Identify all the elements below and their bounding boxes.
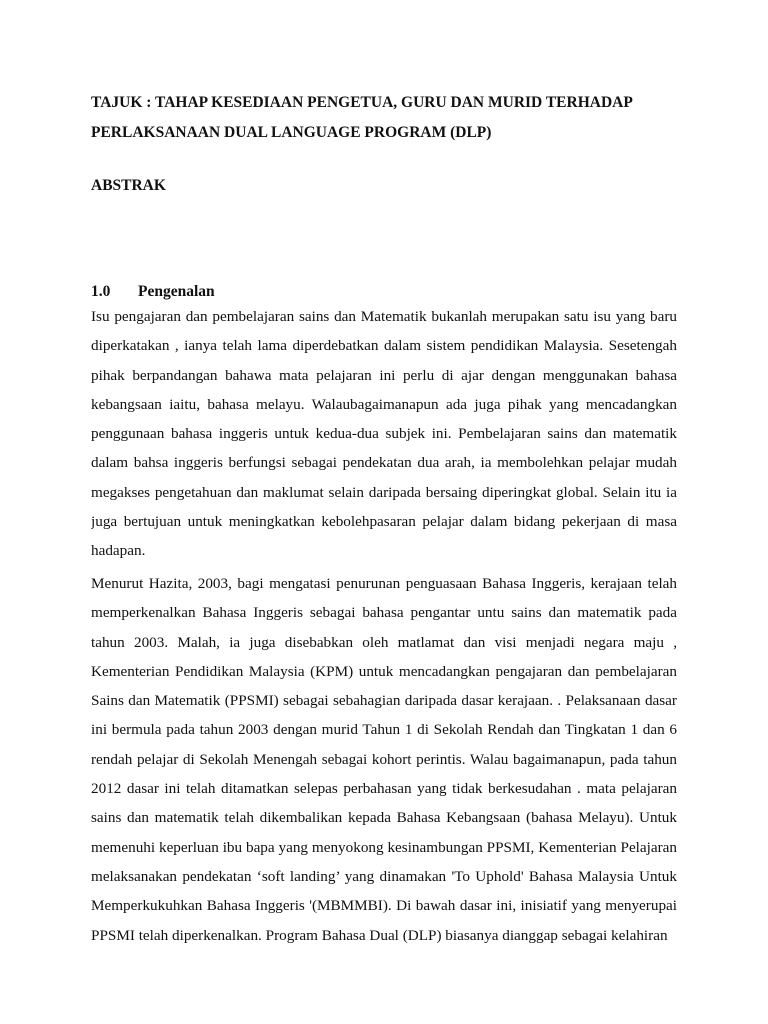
paragraph-line: penggunaan bahasa inggeris untuk kedua-dua subjek ini. Pembelajaran sains dan matematik <box>91 425 677 443</box>
paragraph-introduction-2 <box>91 569 677 950</box>
paragraph-line: Isu pengajaran dan pembelajaran sains dan Matematik bukanlah merupakan satu isu yang baru <box>91 308 677 325</box>
paragraph-line: juga bertujuan untuk meningkatkan kebolehpasaran pelajar dalam bidang pekerjaan di masa <box>91 513 677 531</box>
paragraph-line: tahun 2003. Malah, ia juga disebabkan oleh matlamat dan visi menjadi negara maju , <box>91 633 677 651</box>
section-title: Pengenalan <box>138 283 215 300</box>
paragraph-line: memenuhi keperluan ibu bapa yang menyokong kesinambungan PPSMI, Kementerian Pelajaran <box>91 838 677 856</box>
document-title-line-1: TAJUK : TAHAP KESEDIAAN PENGETUA, GURU DAN MURID TERHADAP <box>91 94 633 111</box>
paragraph-line: hadapan. <box>91 542 146 560</box>
paragraph-line: 2012 dasar ini telah ditamatkan selepas perbahasan yang tidak berkesudahan . mata pelajaran <box>91 780 677 798</box>
document-title-line-2: PERLAKSANAAN DUAL LANGUAGE PROGRAM (DLP) <box>91 124 492 141</box>
paragraph-line: Kementerian Pendidikan Malaysia (KPM) untuk mencadangkan pengajaran dan pembelajaran <box>91 662 677 680</box>
paragraph-line: Menurut Hazita, 2003, bagi mengatasi penurunan penguasaan Bahasa Inggeris, kerajaan telah <box>91 575 677 592</box>
paragraph-line: sains dan matematik telah dikembalikan kepada Bahasa Kebangsaan (bahasa Melayu). Untuk <box>91 809 677 827</box>
paragraph-line: megakses pengetahuan dan maklumat selain daripada bersaing diperingkat global. Selain itu ia <box>91 483 677 501</box>
paragraph-line: Sains dan Matematik (PPSMI) sebagai sebahagian daripada dasar kerajaan. . Pelaksanaan dasar <box>91 692 677 710</box>
paragraph-line: PPSMI telah diperkenalkan. Program Bahasa Dual (DLP) biasanya dianggap sebagai kelahiran <box>91 926 668 944</box>
paragraph-introduction-1 <box>91 302 677 566</box>
section-number: 1.0 <box>91 283 111 300</box>
paragraph-line: diperkatakan , ianya telah lama diperdebatkan dalam sistem pendidikan Malaysia. Sesetengah <box>91 337 677 355</box>
paragraph-line: dalam bahsa inggeris berfungsi sebagai pendekatan dua arah, ia membolehkan pelajar mudah <box>91 454 677 472</box>
paragraph-line: pihak berpandangan bahawa mata pelajaran ini perlu di ajar dengan menggunakan bahasa <box>91 366 677 384</box>
paragraph-line: melaksanakan pendekatan ‘soft landing’ yang dinamakan 'To Uphold' Bahasa Malaysia Untuk <box>91 867 677 885</box>
paragraph-line: ini bermula pada tahun 2003 dengan murid Tahun 1 di Sekolah Rendah dan Tingkatan 1 dan 6 <box>91 721 677 739</box>
paragraph-line: rendah pelajar di Sekolah Menengah sebagai kohort perintis. Walau bagaimanapun, pada tahun <box>91 750 677 768</box>
abstract-heading: ABSTRAK <box>91 177 166 194</box>
paragraph-line: Memperkukuhkan Bahasa Inggeris '(MBMMBI). Di bawah dasar ini, inisiatif yang menyerupai <box>91 897 677 915</box>
paragraph-line: memperkenalkan Bahasa Inggeris sebagai bahasa pengantar untu sains dan matematik pada <box>91 604 677 622</box>
paragraph-line: kebangsaan iaitu, bahasa melayu. Walaubagaimanapun ada juga pihak yang mencadangkan <box>91 395 677 413</box>
